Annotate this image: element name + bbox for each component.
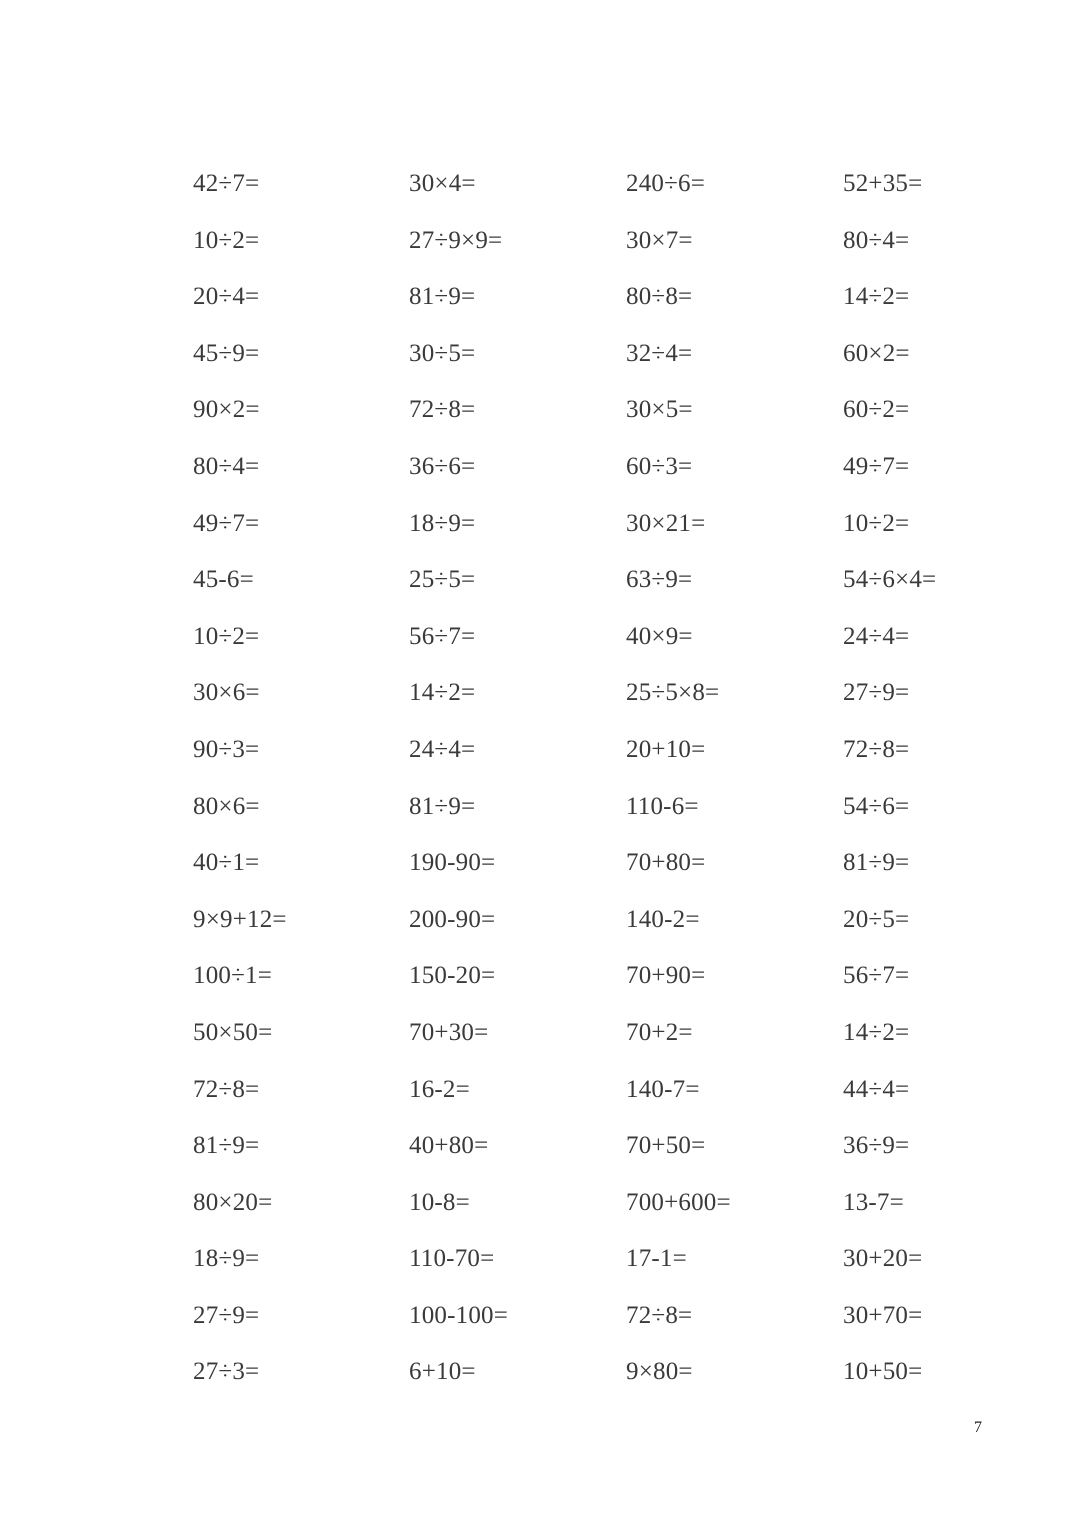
math-problem: 81÷9= — [843, 849, 910, 877]
math-problem: 40×9= — [626, 622, 693, 650]
math-problem: 30×4= — [409, 170, 476, 197]
math-problem: 70+50= — [626, 1132, 706, 1160]
math-problem: 9×80= — [626, 1358, 693, 1386]
math-problem: 36÷9= — [843, 1132, 910, 1160]
math-problem: 24÷4= — [409, 735, 476, 763]
problem-row — [193, 956, 1013, 1013]
math-problem: 10-8= — [409, 1188, 470, 1216]
problem-row — [193, 730, 1013, 787]
math-problem: 16-2= — [409, 1075, 470, 1103]
problem-grid — [193, 164, 1013, 1409]
problem-row — [193, 673, 1013, 730]
math-problem: 30×21= — [626, 509, 706, 537]
math-problem: 40+80= — [409, 1132, 489, 1160]
math-problem: 50×50= — [193, 1018, 273, 1046]
math-problem: 90÷3= — [193, 735, 260, 763]
problem-row — [193, 447, 1013, 504]
problem-row — [193, 334, 1013, 391]
math-problem: 60÷2= — [843, 396, 910, 424]
math-problem: 10÷2= — [193, 226, 260, 254]
math-problem: 30+20= — [843, 1245, 923, 1273]
math-problem: 24÷4= — [843, 622, 910, 650]
math-problem: 60÷3= — [626, 452, 693, 480]
math-problem: 72÷8= — [193, 1075, 260, 1103]
problem-row — [193, 1070, 1013, 1127]
math-problem: 60×2= — [843, 339, 910, 367]
math-problem: 52+35= — [843, 170, 923, 197]
math-problem: 32÷4= — [626, 339, 693, 367]
math-problem: 14÷2= — [843, 283, 910, 311]
problem-row — [193, 787, 1013, 844]
math-problem: 110-6= — [626, 792, 699, 820]
math-problem: 81÷9= — [409, 792, 476, 820]
math-problem: 72÷8= — [626, 1301, 693, 1329]
math-problem: 70+80= — [626, 849, 706, 877]
math-problem: 81÷9= — [193, 1132, 260, 1160]
math-problem: 30×6= — [193, 679, 260, 707]
math-problem: 18÷9= — [409, 509, 476, 537]
problem-row — [193, 1183, 1013, 1240]
math-problem: 30×5= — [626, 396, 693, 424]
math-problem: 27÷9×9= — [409, 226, 503, 254]
math-problem: 14÷2= — [843, 1018, 910, 1046]
math-problem: 150-20= — [409, 962, 496, 990]
math-problem: 13-7= — [843, 1188, 904, 1216]
problem-row — [193, 221, 1013, 278]
math-problem: 70+2= — [626, 1018, 693, 1046]
math-problem: 56÷7= — [409, 622, 476, 650]
math-problem: 27÷9= — [843, 679, 910, 707]
math-problem: 25÷5= — [409, 566, 476, 594]
math-problem: 45-6= — [193, 566, 254, 594]
math-problem: 56÷7= — [843, 962, 910, 990]
math-problem: 80×6= — [193, 792, 260, 820]
math-problem: 80÷4= — [843, 226, 910, 254]
math-problem: 70+90= — [626, 962, 706, 990]
math-problem: 200-90= — [409, 905, 496, 933]
math-problem: 20÷5= — [843, 905, 910, 933]
problem-row — [193, 1239, 1013, 1296]
math-problem: 14÷2= — [409, 679, 476, 707]
math-problem: 72÷8= — [409, 396, 476, 424]
math-problem: 30×7= — [626, 226, 693, 254]
math-problem: 90×2= — [193, 396, 260, 424]
math-problem: 6+10= — [409, 1358, 476, 1386]
math-problem: 140-2= — [626, 905, 700, 933]
math-problem: 49÷7= — [843, 452, 910, 480]
problem-row — [193, 390, 1013, 447]
math-problem: 110-70= — [409, 1245, 495, 1273]
problem-row — [193, 900, 1013, 957]
math-problem: 20+10= — [626, 735, 706, 763]
math-problem: 44÷4= — [843, 1075, 910, 1103]
math-problem: 27÷3= — [193, 1358, 260, 1386]
math-problem: 20÷4= — [193, 283, 260, 311]
math-problem: 25÷5×8= — [626, 679, 720, 707]
math-problem: 10÷2= — [843, 509, 910, 537]
math-problem: 49÷7= — [193, 509, 260, 537]
math-problem: 140-7= — [626, 1075, 700, 1103]
math-problem: 240÷6= — [626, 170, 706, 197]
math-problem: 36÷6= — [409, 452, 476, 480]
problem-row — [193, 560, 1013, 617]
page-number: 7 — [974, 1419, 982, 1436]
problem-row — [193, 277, 1013, 334]
problem-row — [193, 504, 1013, 561]
math-problem: 42÷7= — [193, 170, 260, 197]
math-problem: 30+70= — [843, 1301, 923, 1329]
problem-row — [193, 1126, 1013, 1183]
problem-row — [193, 1296, 1013, 1353]
math-problem: 100÷1= — [193, 962, 273, 990]
math-problem: 10+50= — [843, 1358, 923, 1386]
math-problem: 45÷9= — [193, 339, 260, 367]
problem-row — [193, 617, 1013, 674]
math-problem: 700+600= — [626, 1188, 731, 1216]
problem-row — [193, 164, 1013, 221]
math-problem: 18÷9= — [193, 1245, 260, 1273]
math-problem: 190-90= — [409, 849, 496, 877]
problem-row — [193, 1013, 1013, 1070]
math-problem: 10÷2= — [193, 622, 260, 650]
problem-row — [193, 1352, 1013, 1409]
math-problem: 63÷9= — [626, 566, 693, 594]
math-problem: 17-1= — [626, 1245, 687, 1273]
math-problem: 100-100= — [409, 1301, 509, 1329]
math-problem: 81÷9= — [409, 283, 476, 311]
math-problem: 30÷5= — [409, 339, 476, 367]
math-problem: 27÷9= — [193, 1301, 260, 1329]
problem-row — [193, 843, 1013, 900]
math-problem: 80÷8= — [626, 283, 693, 311]
math-problem: 72÷8= — [843, 735, 910, 763]
math-problem: 40÷1= — [193, 849, 260, 877]
math-problem: 54÷6= — [843, 792, 910, 820]
math-problem: 80÷4= — [193, 452, 260, 480]
math-problem: 9×9+12= — [193, 905, 287, 933]
math-problem: 70+30= — [409, 1018, 489, 1046]
math-problem: 54÷6×4= — [843, 566, 937, 594]
math-problem: 80×20= — [193, 1188, 273, 1216]
